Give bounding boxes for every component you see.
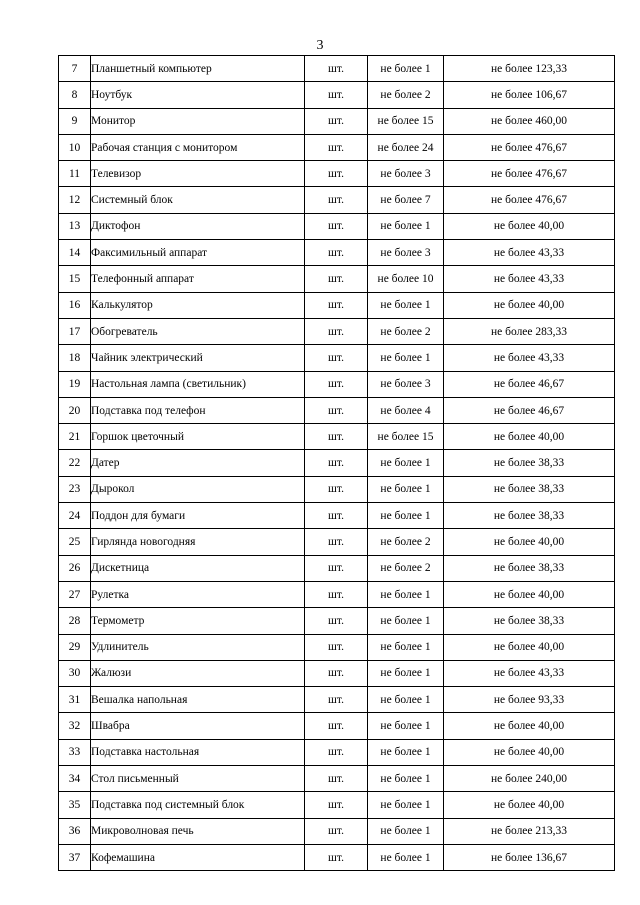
row-number: 35 bbox=[59, 792, 91, 818]
item-name: Телефонный аппарат bbox=[91, 266, 305, 292]
item-name: Кофемашина bbox=[91, 844, 305, 870]
item-unit: шт. bbox=[305, 660, 368, 686]
item-unit: шт. bbox=[305, 371, 368, 397]
item-quantity: не более 1 bbox=[368, 792, 444, 818]
item-quantity: не более 1 bbox=[368, 213, 444, 239]
item-price: не более 476,67 bbox=[444, 134, 615, 160]
inventory-table bbox=[58, 55, 615, 871]
item-price: не более 240,00 bbox=[444, 766, 615, 792]
item-name: Поддон для бумаги bbox=[91, 503, 305, 529]
item-unit: шт. bbox=[305, 240, 368, 266]
table-row bbox=[59, 318, 615, 344]
row-number: 8 bbox=[59, 82, 91, 108]
page-number: 3 bbox=[316, 38, 324, 53]
item-price: не более 46,67 bbox=[444, 397, 615, 423]
item-price: не более 40,00 bbox=[444, 529, 615, 555]
item-quantity: не более 1 bbox=[368, 739, 444, 765]
row-number: 20 bbox=[59, 397, 91, 423]
row-number: 12 bbox=[59, 187, 91, 213]
item-price: не более 38,33 bbox=[444, 608, 615, 634]
row-number: 11 bbox=[59, 161, 91, 187]
item-name: Ноутбук bbox=[91, 82, 305, 108]
item-price: не более 123,33 bbox=[444, 56, 615, 82]
item-price: не более 43,33 bbox=[444, 660, 615, 686]
item-price: не более 40,00 bbox=[444, 739, 615, 765]
table-row bbox=[59, 608, 615, 634]
item-price: не более 40,00 bbox=[444, 634, 615, 660]
row-number: 21 bbox=[59, 424, 91, 450]
item-quantity: не более 1 bbox=[368, 476, 444, 502]
item-unit: шт. bbox=[305, 82, 368, 108]
item-name: Дискетница bbox=[91, 555, 305, 581]
item-unit: шт. bbox=[305, 187, 368, 213]
row-number: 18 bbox=[59, 345, 91, 371]
table-row bbox=[59, 161, 615, 187]
table-row bbox=[59, 424, 615, 450]
item-unit: шт. bbox=[305, 503, 368, 529]
item-quantity: не более 2 bbox=[368, 318, 444, 344]
table-row bbox=[59, 739, 615, 765]
item-name: Удлинитель bbox=[91, 634, 305, 660]
item-name: Горшок цветочный bbox=[91, 424, 305, 450]
item-price: не более 43,33 bbox=[444, 240, 615, 266]
row-number: 15 bbox=[59, 266, 91, 292]
item-price: не более 460,00 bbox=[444, 108, 615, 134]
item-unit: шт. bbox=[305, 766, 368, 792]
row-number: 23 bbox=[59, 476, 91, 502]
table-row bbox=[59, 292, 615, 318]
table-row bbox=[59, 345, 615, 371]
table-row bbox=[59, 213, 615, 239]
item-unit: шт. bbox=[305, 844, 368, 870]
item-name: Чайник электрический bbox=[91, 345, 305, 371]
row-number: 7 bbox=[59, 56, 91, 82]
item-name: Диктофон bbox=[91, 213, 305, 239]
table-row bbox=[59, 581, 615, 607]
item-unit: шт. bbox=[305, 424, 368, 450]
item-price: не более 476,67 bbox=[444, 161, 615, 187]
item-unit: шт. bbox=[305, 634, 368, 660]
item-price: не более 213,33 bbox=[444, 818, 615, 844]
table-row bbox=[59, 476, 615, 502]
item-quantity: не более 3 bbox=[368, 371, 444, 397]
table-row bbox=[59, 687, 615, 713]
item-unit: шт. bbox=[305, 108, 368, 134]
table-row bbox=[59, 240, 615, 266]
item-name: Рулетка bbox=[91, 581, 305, 607]
item-unit: шт. bbox=[305, 792, 368, 818]
table-row bbox=[59, 634, 615, 660]
item-quantity: не более 1 bbox=[368, 687, 444, 713]
item-quantity: не более 15 bbox=[368, 424, 444, 450]
item-name: Обогреватель bbox=[91, 318, 305, 344]
table-row bbox=[59, 818, 615, 844]
item-price: не более 93,33 bbox=[444, 687, 615, 713]
item-quantity: не более 2 bbox=[368, 555, 444, 581]
item-price: не более 40,00 bbox=[444, 424, 615, 450]
table-row bbox=[59, 108, 615, 134]
item-price: не более 38,33 bbox=[444, 450, 615, 476]
item-name: Факсимильный аппарат bbox=[91, 240, 305, 266]
table-row bbox=[59, 660, 615, 686]
table-row bbox=[59, 56, 615, 82]
item-unit: шт. bbox=[305, 161, 368, 187]
item-unit: шт. bbox=[305, 345, 368, 371]
row-number: 34 bbox=[59, 766, 91, 792]
table-row bbox=[59, 134, 615, 160]
row-number: 10 bbox=[59, 134, 91, 160]
item-quantity: не более 2 bbox=[368, 82, 444, 108]
table-row bbox=[59, 555, 615, 581]
item-name: Системный блок bbox=[91, 187, 305, 213]
item-name: Дырокол bbox=[91, 476, 305, 502]
item-quantity: не более 1 bbox=[368, 713, 444, 739]
item-name: Гирлянда новогодняя bbox=[91, 529, 305, 555]
item-quantity: не более 1 bbox=[368, 844, 444, 870]
item-name: Монитор bbox=[91, 108, 305, 134]
item-price: не более 106,67 bbox=[444, 82, 615, 108]
item-name: Подставка под системный блок bbox=[91, 792, 305, 818]
row-number: 29 bbox=[59, 634, 91, 660]
item-quantity: не более 1 bbox=[368, 503, 444, 529]
item-price: не более 38,33 bbox=[444, 555, 615, 581]
row-number: 36 bbox=[59, 818, 91, 844]
item-price: не более 40,00 bbox=[444, 581, 615, 607]
item-price: не более 38,33 bbox=[444, 503, 615, 529]
item-name: Датер bbox=[91, 450, 305, 476]
item-price: не более 38,33 bbox=[444, 476, 615, 502]
item-quantity: не более 7 bbox=[368, 187, 444, 213]
item-price: не более 40,00 bbox=[444, 713, 615, 739]
item-price: не более 283,33 bbox=[444, 318, 615, 344]
table-body bbox=[59, 56, 615, 871]
item-unit: шт. bbox=[305, 687, 368, 713]
item-unit: шт. bbox=[305, 476, 368, 502]
item-unit: шт. bbox=[305, 818, 368, 844]
item-unit: шт. bbox=[305, 292, 368, 318]
item-name: Жалюзи bbox=[91, 660, 305, 686]
item-quantity: не более 1 bbox=[368, 450, 444, 476]
item-price: не более 46,67 bbox=[444, 371, 615, 397]
row-number: 17 bbox=[59, 318, 91, 344]
row-number: 24 bbox=[59, 503, 91, 529]
item-unit: шт. bbox=[305, 266, 368, 292]
item-price: не более 476,67 bbox=[444, 187, 615, 213]
item-quantity: не более 1 bbox=[368, 660, 444, 686]
item-unit: шт. bbox=[305, 529, 368, 555]
row-number: 16 bbox=[59, 292, 91, 318]
row-number: 14 bbox=[59, 240, 91, 266]
item-unit: шт. bbox=[305, 608, 368, 634]
item-unit: шт. bbox=[305, 739, 368, 765]
item-quantity: не более 1 bbox=[368, 56, 444, 82]
row-number: 28 bbox=[59, 608, 91, 634]
item-quantity: не более 4 bbox=[368, 397, 444, 423]
row-number: 26 bbox=[59, 555, 91, 581]
table-row bbox=[59, 529, 615, 555]
item-price: не более 43,33 bbox=[444, 266, 615, 292]
row-number: 19 bbox=[59, 371, 91, 397]
table-row bbox=[59, 766, 615, 792]
row-number: 30 bbox=[59, 660, 91, 686]
table-row bbox=[59, 82, 615, 108]
item-quantity: не более 2 bbox=[368, 529, 444, 555]
item-unit: шт. bbox=[305, 555, 368, 581]
item-quantity: не более 10 bbox=[368, 266, 444, 292]
table-row bbox=[59, 503, 615, 529]
item-unit: шт. bbox=[305, 134, 368, 160]
row-number: 27 bbox=[59, 581, 91, 607]
item-quantity: не более 1 bbox=[368, 766, 444, 792]
row-number: 13 bbox=[59, 213, 91, 239]
item-quantity: не более 1 bbox=[368, 818, 444, 844]
item-quantity: не более 3 bbox=[368, 240, 444, 266]
table-row bbox=[59, 713, 615, 739]
row-number: 37 bbox=[59, 844, 91, 870]
item-quantity: не более 1 bbox=[368, 292, 444, 318]
item-quantity: не более 1 bbox=[368, 634, 444, 660]
item-price: не более 40,00 bbox=[444, 213, 615, 239]
item-unit: шт. bbox=[305, 318, 368, 344]
table-row bbox=[59, 397, 615, 423]
row-number: 25 bbox=[59, 529, 91, 555]
item-price: не более 136,67 bbox=[444, 844, 615, 870]
row-number: 32 bbox=[59, 713, 91, 739]
table-row bbox=[59, 371, 615, 397]
table-row bbox=[59, 187, 615, 213]
item-quantity: не более 24 bbox=[368, 134, 444, 160]
item-unit: шт. bbox=[305, 213, 368, 239]
item-unit: шт. bbox=[305, 397, 368, 423]
item-quantity: не более 15 bbox=[368, 108, 444, 134]
item-name: Телевизор bbox=[91, 161, 305, 187]
item-name: Стол письменный bbox=[91, 766, 305, 792]
row-number: 33 bbox=[59, 739, 91, 765]
row-number: 22 bbox=[59, 450, 91, 476]
item-unit: шт. bbox=[305, 56, 368, 82]
item-quantity: не более 1 bbox=[368, 345, 444, 371]
item-quantity: не более 1 bbox=[368, 581, 444, 607]
item-price: не более 43,33 bbox=[444, 345, 615, 371]
table-row bbox=[59, 844, 615, 870]
row-number: 31 bbox=[59, 687, 91, 713]
item-unit: шт. bbox=[305, 581, 368, 607]
item-name: Рабочая станция с монитором bbox=[91, 134, 305, 160]
item-unit: шт. bbox=[305, 713, 368, 739]
item-quantity: не более 1 bbox=[368, 608, 444, 634]
item-name: Швабра bbox=[91, 713, 305, 739]
item-name: Термометр bbox=[91, 608, 305, 634]
item-name: Вешалка напольная bbox=[91, 687, 305, 713]
item-name: Настольная лампа (светильник) bbox=[91, 371, 305, 397]
row-number: 9 bbox=[59, 108, 91, 134]
table-row bbox=[59, 450, 615, 476]
item-price: не более 40,00 bbox=[444, 792, 615, 818]
item-quantity: не более 3 bbox=[368, 161, 444, 187]
item-name: Планшетный компьютер bbox=[91, 56, 305, 82]
item-name: Подставка под телефон bbox=[91, 397, 305, 423]
item-name: Калькулятор bbox=[91, 292, 305, 318]
table-row bbox=[59, 792, 615, 818]
item-price: не более 40,00 bbox=[444, 292, 615, 318]
item-unit: шт. bbox=[305, 450, 368, 476]
table-row bbox=[59, 266, 615, 292]
item-name: Подставка настольная bbox=[91, 739, 305, 765]
item-name: Микроволновая печь bbox=[91, 818, 305, 844]
